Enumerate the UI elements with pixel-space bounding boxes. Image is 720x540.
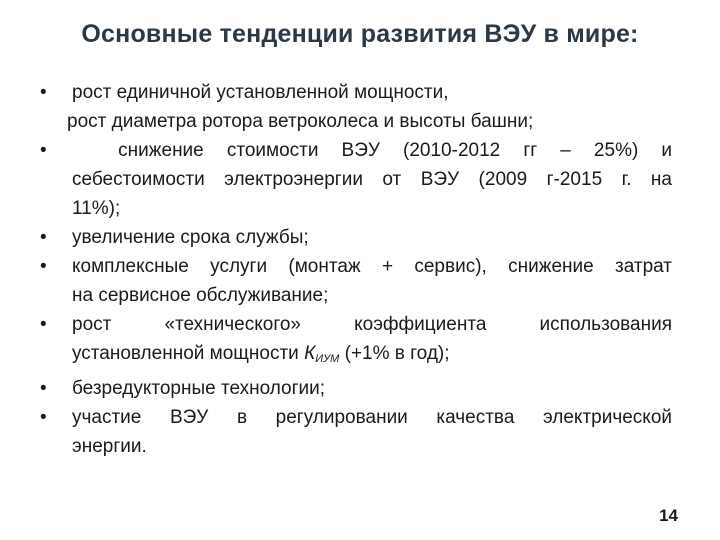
bullet-icon: • bbox=[40, 256, 47, 277]
page-number: 14 bbox=[659, 506, 678, 525]
kium-main: К bbox=[304, 343, 316, 364]
list-item bbox=[40, 136, 672, 223]
kium-symbol bbox=[304, 343, 339, 364]
trends-bullet-list bbox=[40, 78, 672, 461]
list-item bbox=[40, 374, 672, 403]
list-item-text: энергии. bbox=[72, 436, 147, 457]
bullet-icon: • bbox=[40, 378, 47, 399]
list-item-text: 11%); bbox=[72, 198, 121, 219]
list-item-text: себестоимости электроэнергии от ВЭУ (2009 г-2015 г. на bbox=[72, 169, 672, 190]
slide-title: Основные тенденции развития ВЭУ в мире: bbox=[81, 20, 639, 48]
list-item bbox=[40, 403, 672, 461]
list-item-text: снижение стоимости ВЭУ (2010-2012 гг – 25%) и bbox=[72, 140, 672, 161]
list-item-text: на сервисное обслуживание; bbox=[72, 285, 329, 306]
list-item-text: участие ВЭУ в регулировании качества электрической bbox=[72, 407, 672, 428]
list-item-text: рост «технического» коэффициента использования bbox=[72, 314, 672, 335]
list-item-text: безредукторные технологии; bbox=[72, 378, 326, 399]
list-item-text-prefix: установленной мощности bbox=[72, 343, 305, 364]
list-item bbox=[40, 223, 672, 252]
list-item-text: рост диаметра ротора ветроколеса и высоты башни; bbox=[67, 111, 534, 132]
bullet-icon: • bbox=[40, 314, 47, 335]
list-item bbox=[40, 252, 672, 310]
bullet-icon: • bbox=[40, 82, 47, 103]
list-item-text-suffix: (+1% в год); bbox=[339, 343, 450, 364]
kium-subscript: ИУМ bbox=[315, 353, 340, 365]
list-item-text bbox=[72, 339, 672, 374]
list-item-text: рост единичной установленной мощности, bbox=[72, 82, 449, 103]
list-item-text: увеличение срока службы; bbox=[72, 227, 309, 248]
bullet-icon: • bbox=[40, 140, 47, 161]
list-item bbox=[40, 78, 672, 136]
list-item-text: комплексные услуги (монтаж + сервис), снижение затрат bbox=[72, 256, 672, 277]
bullet-icon: • bbox=[40, 407, 47, 428]
bullet-icon: • bbox=[40, 227, 47, 248]
list-item bbox=[40, 310, 672, 374]
